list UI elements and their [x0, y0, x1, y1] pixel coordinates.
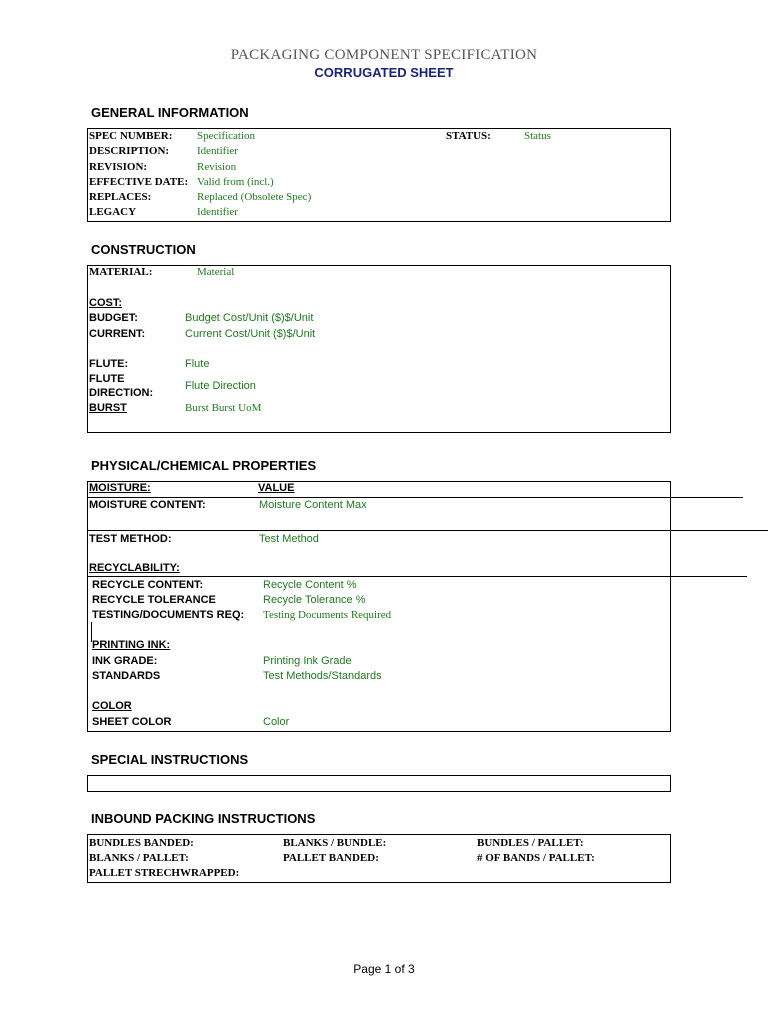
- status-value: Status: [524, 130, 551, 142]
- section-heading-general: GENERAL INFORMATION: [91, 105, 249, 120]
- moisture-label: MOISTURE:: [89, 482, 151, 494]
- burst-value: Burst Burst UoM: [185, 402, 262, 414]
- physical-header-rule: [87, 497, 743, 498]
- spec-number-label: SPEC NUMBER:: [89, 130, 173, 142]
- document-subtitle: CORRUGATED SHEET: [314, 65, 454, 80]
- special-instructions-box: [87, 775, 671, 792]
- page-number: Page 1 of 3: [353, 962, 415, 976]
- test-method-label: TEST METHOD:: [89, 533, 172, 545]
- flute-direction-value: Flute Direction: [185, 380, 256, 392]
- section-heading-construction: CONSTRUCTION: [91, 242, 196, 257]
- section-heading-special: SPECIAL INSTRUCTIONS: [91, 752, 249, 767]
- flute-direction-label-2: DIRECTION:: [89, 387, 154, 399]
- description-value: Identifier: [197, 145, 238, 157]
- sheet-color-label: SHEET COLOR: [92, 716, 172, 728]
- effective-date-label: EFFECTIVE DATE:: [89, 176, 189, 188]
- flute-label: FLUTE:: [89, 358, 129, 370]
- blanks-bundle-label: BLANKS / BUNDLE:: [283, 837, 387, 849]
- sheet-color-value: Color: [263, 716, 290, 728]
- bundles-pallet-label: BUNDLES / PALLET:: [477, 837, 584, 849]
- test-method-value: Test Method: [259, 533, 319, 545]
- testing-documents-value: Testing Documents Required: [263, 609, 392, 621]
- construction-box: [87, 265, 671, 433]
- standards-label: STANDARDS: [92, 670, 161, 682]
- revision-label: REVISION:: [89, 161, 148, 173]
- current-label: CURRENT:: [89, 328, 146, 340]
- recyclability-rule: [87, 576, 747, 577]
- pallet-strechwrapped-label: PALLET STRECHWRAPPED:: [89, 867, 240, 879]
- flute-value: Flute: [185, 358, 210, 370]
- burst-label: BURST: [89, 402, 127, 414]
- status-label: STATUS:: [446, 130, 491, 142]
- printing-ink-label: PRINTING INK:: [92, 639, 171, 651]
- replaces-value: Replaced (Obsolete Spec): [197, 191, 312, 203]
- recycle-tolerance-value: Recycle Tolerance %: [263, 594, 366, 606]
- effective-date-value: Valid from (incl.): [197, 176, 274, 188]
- spec-number-value: Specification: [197, 130, 256, 142]
- pallet-banded-label: PALLET BANDED:: [283, 852, 379, 864]
- ink-grade-label: INK GRADE:: [92, 655, 158, 667]
- testing-documents-label: TESTING/DOCUMENTS REQ:: [92, 609, 245, 621]
- recycle-content-label: RECYCLE CONTENT:: [92, 579, 204, 591]
- ink-grade-value: Printing Ink Grade: [263, 655, 352, 667]
- revision-value: Revision: [197, 161, 237, 173]
- general-info-box: [87, 128, 671, 222]
- current-value: Current Cost/Unit ($)$/Unit: [185, 328, 316, 340]
- value-column-label: VALUE: [258, 482, 295, 494]
- document-title: PACKAGING COMPONENT SPECIFICATION: [230, 47, 538, 63]
- physical-box: [87, 481, 671, 732]
- description-label: DESCRIPTION:: [89, 145, 170, 157]
- recycle-tolerance-label: RECYCLE TOLERANCE: [92, 594, 216, 606]
- recyclability-label: RECYCLABILITY:: [89, 562, 180, 574]
- moisture-content-label: MOISTURE CONTENT:: [89, 499, 206, 511]
- material-value: Material: [197, 266, 235, 278]
- budget-value: Budget Cost/Unit ($)$/Unit: [185, 312, 314, 324]
- inbound-right-rule: [670, 850, 671, 866]
- legacy-label: LEGACY: [89, 206, 137, 218]
- color-label: COLOR: [92, 700, 132, 712]
- standards-value: Test Methods/Standards: [263, 670, 382, 682]
- section-heading-inbound: INBOUND PACKING INSTRUCTIONS: [91, 811, 316, 826]
- section-heading-physical: PHYSICAL/CHEMICAL PROPERTIES: [91, 458, 317, 473]
- bands-pallet-label: # OF BANDS / PALLET:: [477, 852, 595, 864]
- legacy-value: Identifier: [197, 206, 238, 218]
- bundles-banded-label: BUNDLES BANDED:: [89, 837, 194, 849]
- material-label: MATERIAL:: [89, 266, 153, 278]
- test-method-rule: [87, 530, 768, 531]
- recycle-content-value: Recycle Content %: [263, 579, 357, 591]
- blanks-pallet-label: BLANKS / PALLET:: [89, 852, 189, 864]
- budget-label: BUDGET:: [89, 312, 138, 324]
- moisture-content-value: Moisture Content Max: [259, 499, 367, 511]
- cost-label: COST:: [89, 297, 122, 309]
- replaces-label: REPLACES:: [89, 191, 152, 203]
- flute-direction-label-1: FLUTE: [89, 373, 125, 385]
